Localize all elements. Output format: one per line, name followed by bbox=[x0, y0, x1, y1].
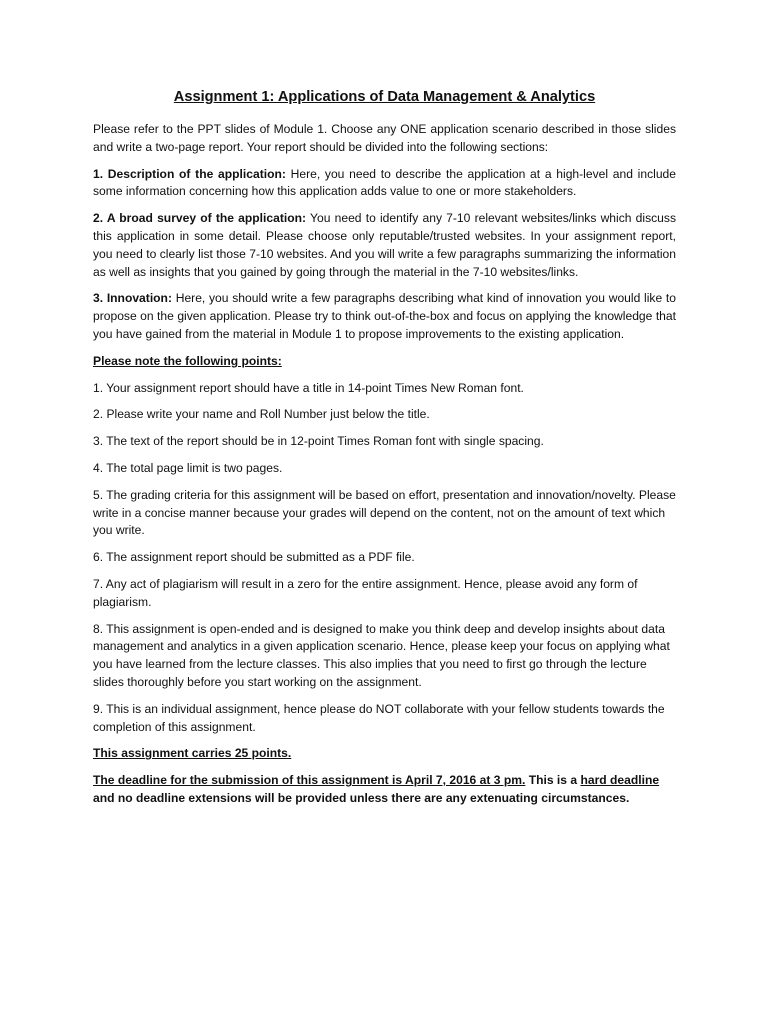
section-text: Here, you need to describe the application at a high-level and include some information concerning how this application adds value to one or more stakeholders. bbox=[93, 166, 676, 199]
note-item: 5. The grading criteria for this assignment will be based on effort, presentation and innovation/novelty. Please write in a concise manner because your grades will depend on the content, not on the amount of text which you write. bbox=[93, 487, 676, 538]
deadline-text: This is a bbox=[525, 773, 581, 788]
section-innovation bbox=[93, 290, 676, 343]
deadline-text: and no deadline extensions will be provided unless there are any extenuating circumstances. bbox=[93, 790, 630, 805]
notes-heading-text: Please note the following points: bbox=[93, 353, 282, 368]
note-item: 3. The text of the report should be in 12-point Times Roman font with single spacing. bbox=[93, 434, 544, 449]
section-text: Here, you should write a few paragraphs describing what kind of innovation you would like to propose on the given application. Please try to think out-of-the-box and focus on applying the knowledge that you have gained from the material in Module 1 to propose improvements to the existing application. bbox=[93, 291, 676, 341]
section-text: You need to identify any 7-10 relevant websites/links which discuss this application in some detail. Please choose only reputable/trusted websites. In your assignment report, you need to clearly list those 7-10 websites. And you will write a few paragraphs summarizing the information as well as insights that you gained by going through the material in the 7-10 websites/links. bbox=[93, 211, 677, 279]
note-item: 2. Please write your name and Roll Number just below the title. bbox=[93, 407, 430, 422]
section-heading: 1. Description of the application: bbox=[93, 166, 286, 181]
document-title: Assignment 1: Applications of Data Management & Analytics bbox=[173, 89, 596, 105]
section-heading: 2. A broad survey of the application: bbox=[93, 211, 307, 226]
section-survey bbox=[93, 210, 676, 281]
note-item: 1. Your assignment report should have a title in 14-point Times New Roman font. bbox=[93, 380, 524, 395]
note-item: 9. This is an individual assignment, hence please do NOT collaborate with your fellow students towards the completion of this assignment. bbox=[93, 701, 665, 734]
note-item: 4. The total page limit is two pages. bbox=[93, 460, 283, 475]
note-item: 6. The assignment report should be submitted as a PDF file. bbox=[93, 550, 415, 565]
notes-heading bbox=[93, 353, 676, 371]
deadline-paragraph bbox=[93, 772, 676, 808]
section-heading: 3. Innovation: bbox=[93, 291, 172, 306]
note-item: 8. This assignment is open-ended and is designed to make you think deep and develop insights about data management and analytics in a given application scenario. Hence, please keep your focus on applying what you have learned from the lecture classes. This also implies that you need to first go through the lecture slides thoroughly before you start working on the assignment. bbox=[93, 621, 670, 689]
note-item: 7. Any act of plagiarism will result in a zero for the entire assignment. Hence, please avoid any form of plagiarism. bbox=[93, 576, 638, 609]
section-description bbox=[93, 166, 676, 202]
points-text: This assignment carries 25 points. bbox=[93, 746, 292, 761]
hard-deadline-text: hard deadline bbox=[580, 773, 660, 788]
intro-paragraph: Please refer to the PPT slides of Module 1. Choose any ONE application scenario described in those slides and write a two-page report. Your report should be divided into the following sections: bbox=[93, 122, 676, 154]
points-line bbox=[93, 745, 676, 763]
deadline-date-text: The deadline for the submission of this assignment is April 7, 2016 at 3 pm. bbox=[93, 773, 526, 788]
